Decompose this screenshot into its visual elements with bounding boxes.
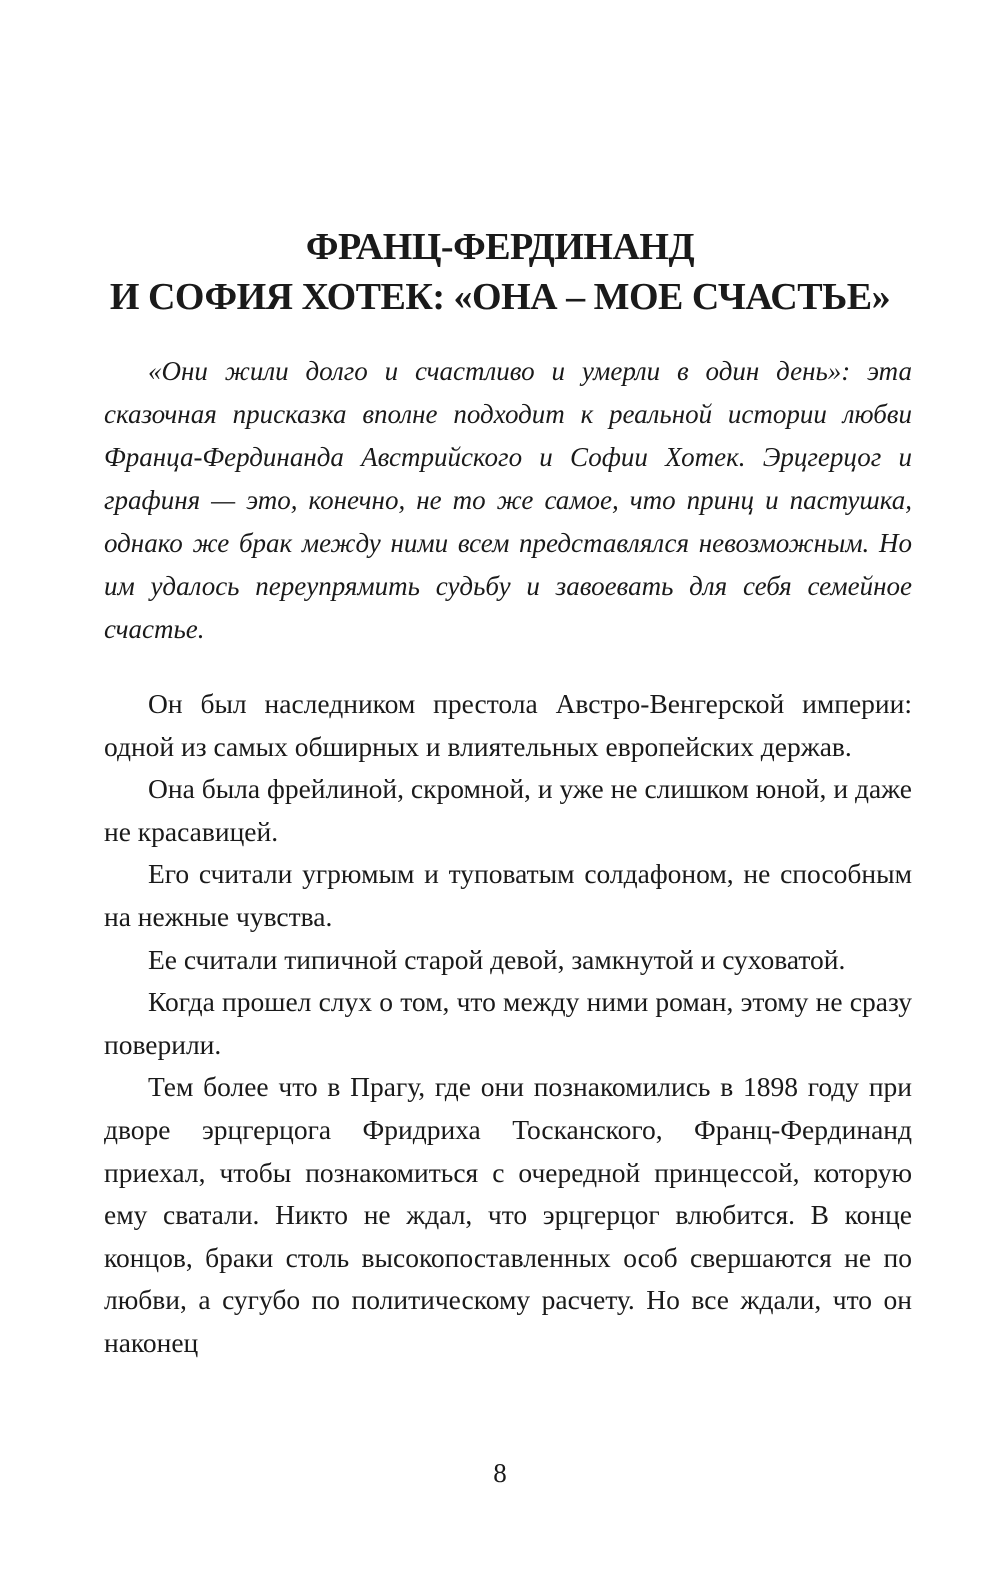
page-number: 8 <box>493 1458 507 1488</box>
chapter-intro: «Они жили долго и счастливо и умерли в один день»: эта сказочная присказка вполне подходит к реальной истории любви Франца-Фердинанда Австрийского и Софии Хотек. Эрцгерцог и графиня — это, конечно, не то же самое, что принц и пастушка, однако же брак между ними всем представлялся невозможным. Но им удалось переупрямить судьбу и завоевать для себя семейное счастье. <box>104 356 912 644</box>
paragraph: Когда прошел слух о том, что между ними роман, этому не сразу поверили. <box>104 986 912 1060</box>
chapter-title-line-1: ФРАНЦ-ФЕРДИНАНД <box>305 226 695 268</box>
chapter-title-line-2: И СОФИЯ ХОТЕК: «ОНА – МОЕ СЧАСТЬЕ» <box>109 276 891 318</box>
chapter-title <box>60 222 940 322</box>
paragraph: Он был наследником престола Австро-Венгерской империи: одной из самых обширных и влиятельных европейских держав. <box>104 688 912 762</box>
paragraph: Тем более что в Прагу, где они познакомились в 1898 году при дворе эрцгерцога Фридриха Тосканского, Франц-Фердинанд приехал, чтобы познакомиться с очередной принцессой, которую ему сватали. Никто не ждал, что эрцгерцог влюбится. В конце концов, браки столь высокопоставленных особ свершаются не по любви, а сугубо по политическому расчету. Но все ждали, что он наконец <box>104 1071 912 1358</box>
paragraph: Его считали угрюмым и туповатым солдафоном, не способным на нежные чувства. <box>104 858 912 932</box>
body-text <box>104 683 912 1365</box>
paragraph: Она была фрейлиной, скромной, и уже не слишком юной, и даже не красавицей. <box>104 773 912 847</box>
paragraph: Ее считали типичной старой девой, замкнутой и суховатой. <box>148 943 846 975</box>
